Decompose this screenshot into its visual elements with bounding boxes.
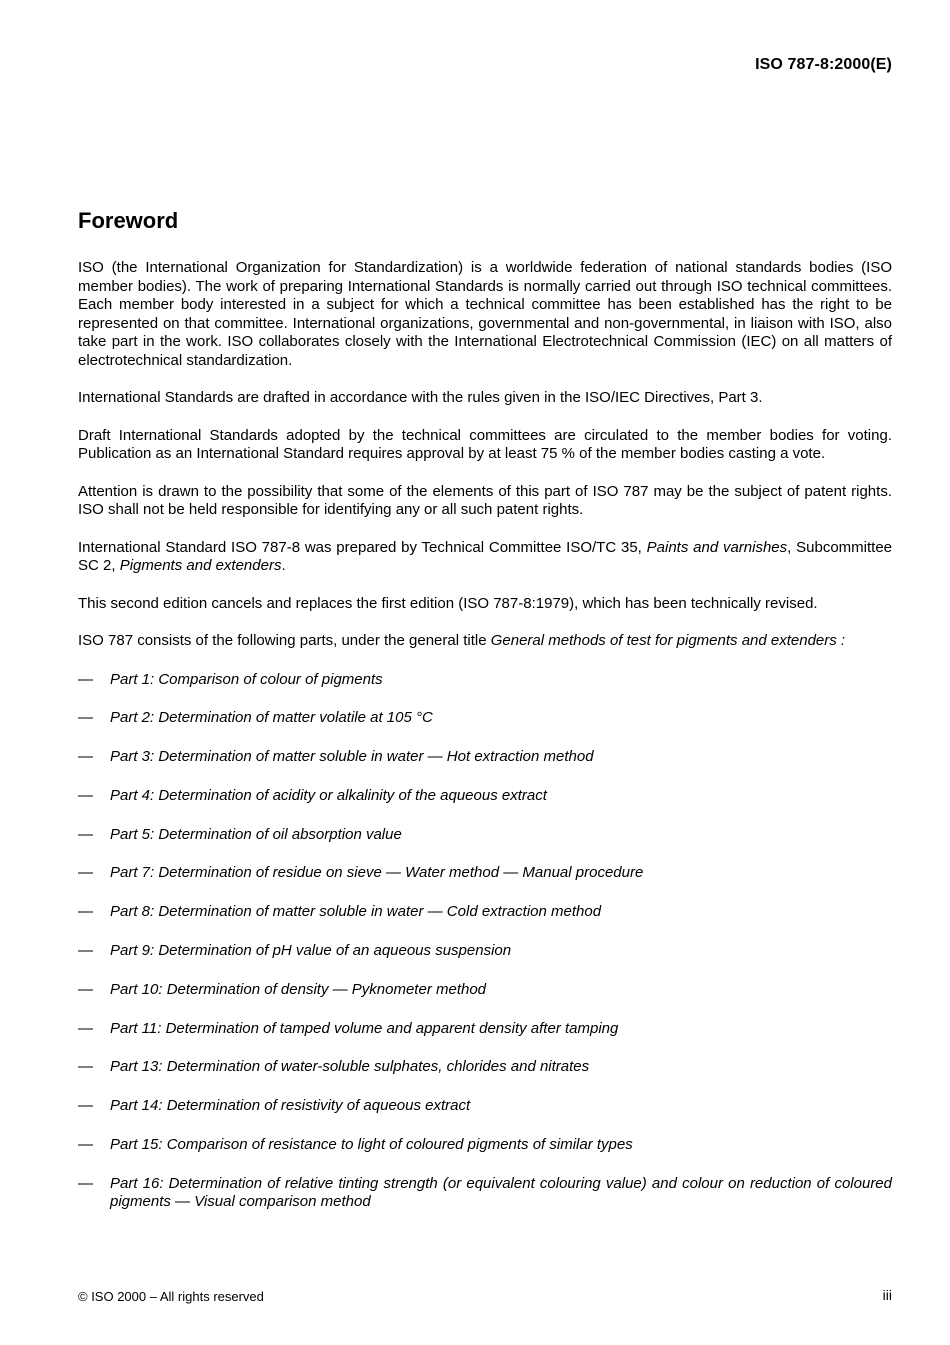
dash-bullet: — [78,709,93,727]
part-label: Part 9: Determination of pH value of an aqueous suspension [110,942,512,960]
list-item [78,1097,892,1116]
dash-bullet: — [78,980,93,998]
part-label: Part 5: Determination of oil absorption value [110,825,402,843]
part-label: Part 4: Determination of acidity or alkalinity of the aqueous extract [110,786,547,804]
dash-bullet: — [78,1097,93,1115]
list-item [78,1175,892,1212]
dash-bullet: — [78,1019,93,1037]
part-label: Part 8: Determination of matter soluble in water — Cold extraction method [110,903,602,921]
paragraph-edition: This second edition cancels and replaces the first edition (ISO 787-8:1979), which has been technically revised. [78,594,818,612]
part-label: Part 15: Comparison of resistance to light of coloured pigments of similar types [110,1136,633,1154]
parts-list [78,671,892,1212]
copyright-notice: © ISO 2000 – All rights reserved [78,1289,264,1304]
committee-title: Paints and varnishes [646,538,788,556]
list-item [78,748,892,767]
foreword-body [78,259,892,1232]
list-item [78,709,892,728]
paragraph-prepared-by [78,539,892,576]
list-item [78,1020,892,1039]
paragraph-voting: Draft International Standards adopted by the technical committees are circulated to the member bodies for voting. Publication as an International Standard requires approval by at least 75 % of the member bodies casting a vote. [78,426,892,462]
subcommittee-title: Pigments and extenders [119,557,282,574]
list-item [78,1136,892,1155]
parts-intro-text: ISO 787 consists of the following parts, under the general title [78,632,491,649]
paragraph-parts-intro [78,632,892,651]
dash-bullet: — [78,903,93,921]
prepared-text-3: . [281,557,286,574]
list-item [78,903,892,922]
list-item [78,864,892,883]
page-title: Foreword [78,208,179,233]
list-item [78,1058,892,1077]
dash-bullet: — [78,825,93,843]
dash-bullet: — [78,1174,93,1192]
paragraph-directives: International Standards are drafted in accordance with the rules given in the ISO/IEC Directives, Part 3. [78,389,763,406]
part-label: Part 7: Determination of residue on sieve — Water method — Manual procedure [110,864,644,882]
prepared-text-1: International Standard ISO 787-8 was prepared by Technical Committee ISO/TC 35, [78,538,647,556]
list-item [78,671,892,690]
list-item [78,981,892,1000]
part-label: Part 1: Comparison of colour of pigments [110,670,383,688]
dash-bullet: — [78,864,93,882]
general-title: General methods of test for pigments and extenders : [490,632,846,649]
dash-bullet: — [78,1058,93,1076]
dash-bullet: — [78,748,93,766]
page-number: iii [882,1287,892,1303]
part-label: Part 13: Determination of water-soluble sulphates, chlorides and nitrates [110,1058,590,1076]
part-label: Part 14: Determination of resistivity of aqueous extract [110,1097,471,1115]
part-label: Part 2: Determination of matter volatile at 105 °C [110,709,433,727]
prepared-text-2: , Subcommittee SC 2, [78,538,892,574]
part-label: Part 16: Determination of relative tinting strength (or equivalent colouring value) and colour on reduction of coloured pigments — Visual comparison method [110,1174,892,1211]
paragraph-iso-description: ISO (the International Organization for Standardization) is a worldwide federation of national standards bodies (ISO member bodies). The work of preparing International Standards is normally carried out through ISO technical committees. Each member body interested in a subject for which a technical committee has been established has the right to be represented on that committee. International organizations, governmental and non-governmental, in liaison with ISO, also take part in the work. ISO collaborates closely with the International Electrotechnical Commission (IEC) on all matters of electrotechnical standardization. [78,259,892,369]
document-identifier: ISO 787-8:2000(E) [755,56,892,73]
part-label: Part 10: Determination of density — Pyknometer method [110,980,487,998]
list-item [78,942,892,961]
list-item [78,826,892,845]
list-item [78,787,892,806]
dash-bullet: — [78,670,93,688]
dash-bullet: — [78,786,93,804]
dash-bullet: — [78,942,93,960]
paragraph-patent-rights: Attention is drawn to the possibility that some of the elements of this part of ISO 787 may be the subject of patent rights. ISO shall not be held responsible for identifying any or all such patent rights. [78,482,892,518]
part-label: Part 3: Determination of matter soluble in water — Hot extraction method [110,748,594,766]
part-label: Part 11: Determination of tamped volume and apparent density after tamping [110,1019,619,1037]
dash-bullet: — [78,1136,93,1154]
